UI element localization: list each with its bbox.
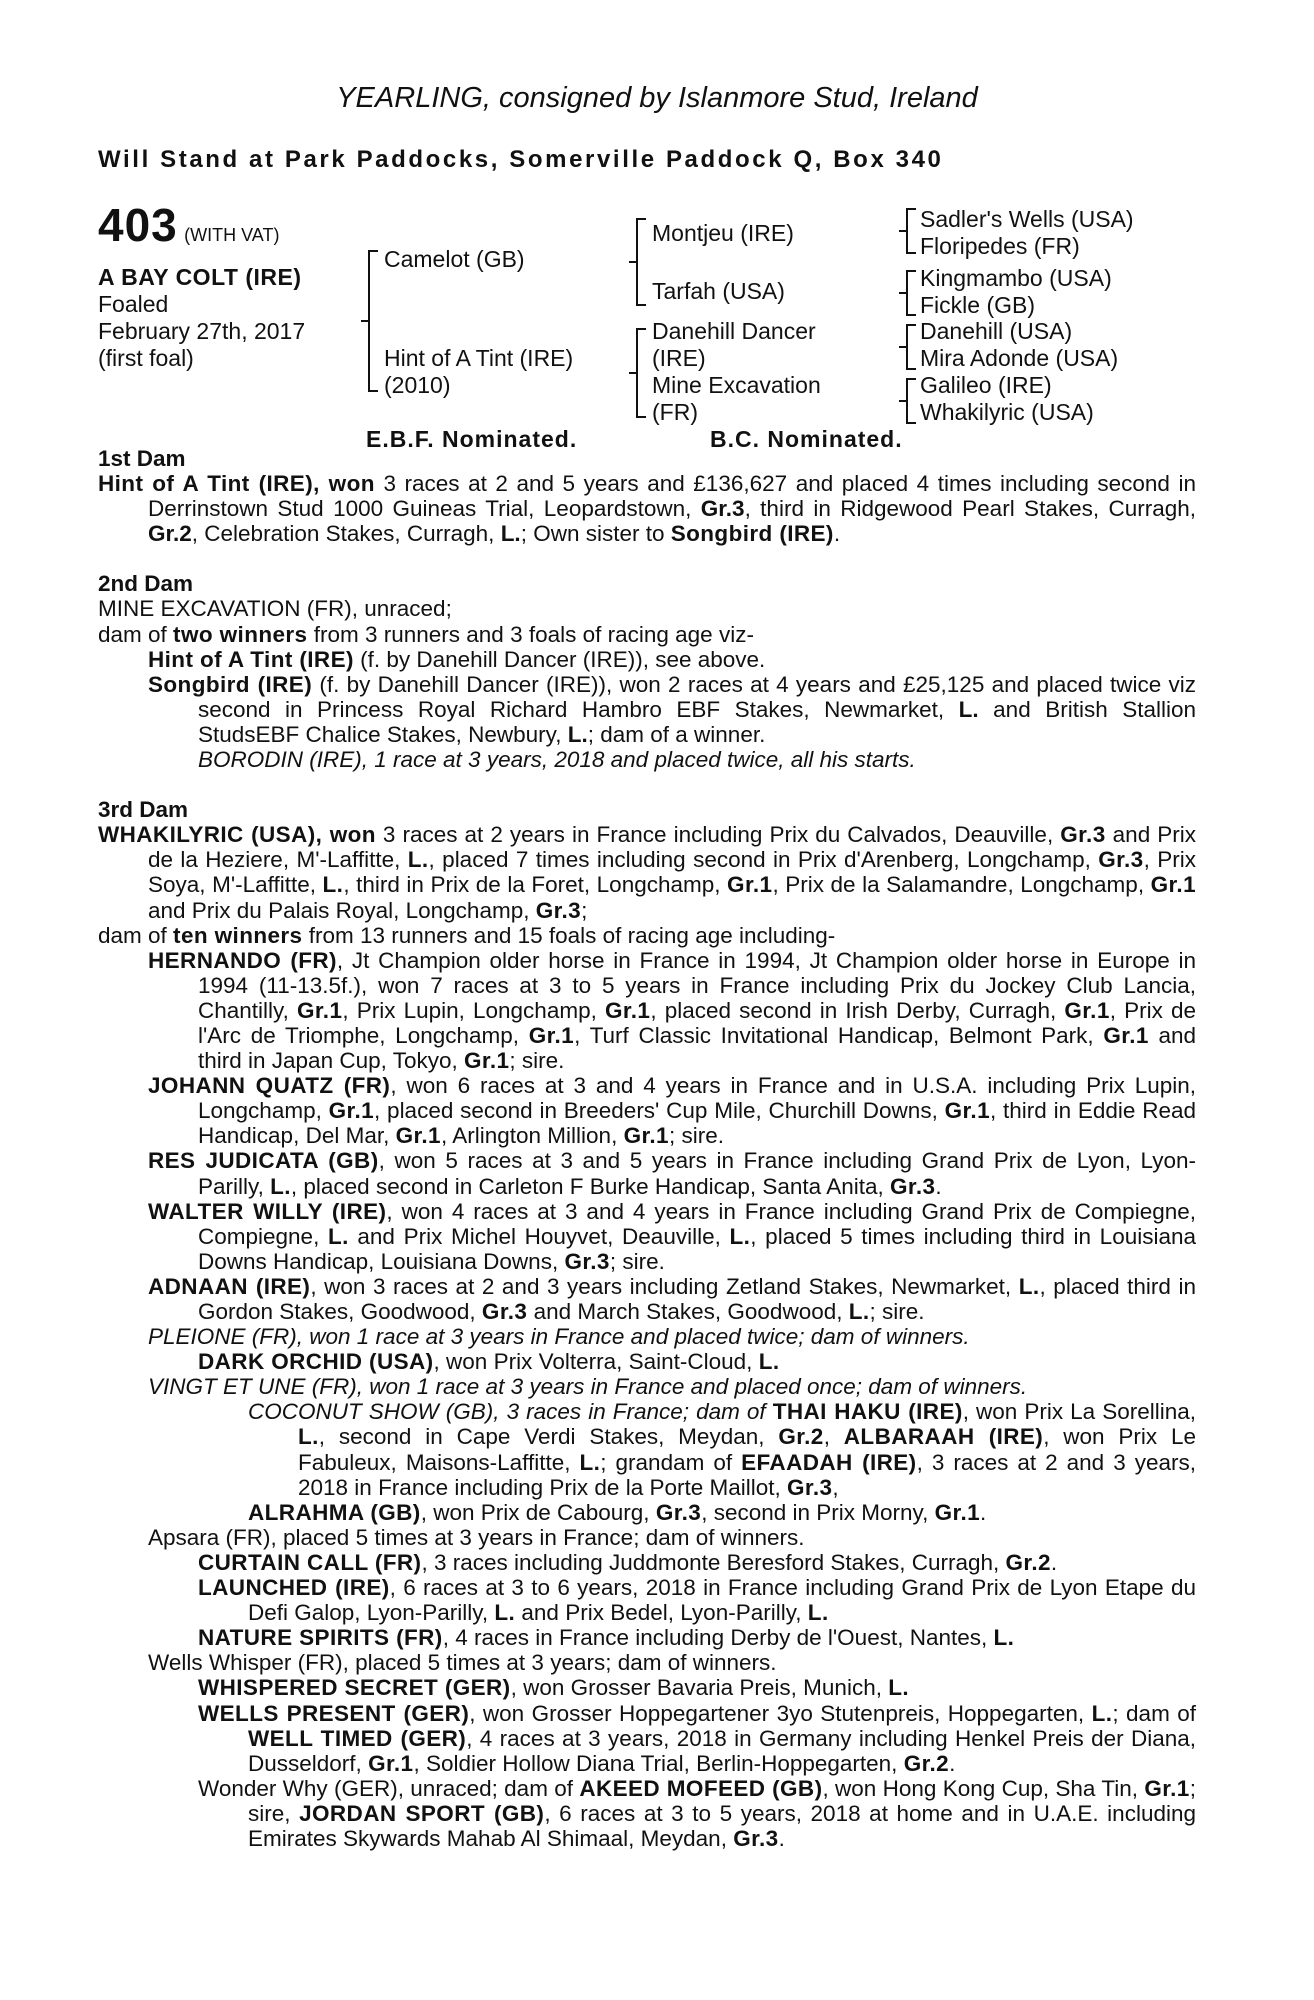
horse-name: Hint of A Tint (IRE) — [148, 646, 354, 672]
text: (f. by Danehill Dancer (IRE)), won 2 races at 4 years and £25,125 and placed twice viz second in Princess Royal Richard Hambro EBF Stakes, Newmarket, — [198, 671, 1196, 722]
text-run: L. — [322, 872, 344, 898]
text-run: and March Stakes, Goodwood, — [527, 1299, 849, 1324]
text-run: L. — [407, 847, 429, 873]
first-dam-name: Hint of A Tint (IRE), won — [98, 471, 375, 497]
text-run: , won 6 races at 3 and 4 years in France and in U.S.A. including Prix Lupin, Longchamp, — [198, 1073, 1196, 1124]
produce-adnaan — [98, 1274, 1196, 1324]
grade: Gr.2 — [148, 521, 192, 547]
text: dam of — [98, 922, 174, 948]
lot-name: A BAY COLT (IRE) — [98, 264, 302, 290]
text-run: Gr.1 — [528, 1022, 575, 1048]
ebf-nominated: E.B.F. Nominated. — [366, 426, 578, 452]
gen3-dsd: Mira Adonde (USA) — [920, 345, 1119, 371]
pedigree-brace-3c — [906, 324, 916, 370]
text-run: DARK ORCHID (USA) — [198, 1349, 434, 1375]
text-run: , Soldier Hollow Diana Trial, Berlin-Hoppegarten, — [413, 1750, 904, 1776]
text-run: Gr.1 — [1103, 1022, 1149, 1048]
text-run: L. — [1018, 1273, 1040, 1299]
text-run: , won Prix Volterra, Saint-Cloud, — [433, 1349, 759, 1375]
text-run: , won 5 races at 3 and 5 years in France including Grand Prix de Lyon, Lyon-Parilly, — [198, 1148, 1196, 1199]
text-run: L. — [758, 1349, 780, 1375]
text: from 3 runners and 3 foals of racing age viz- — [307, 621, 754, 647]
text-run: EFAADAH (IRE) — [741, 1449, 917, 1475]
pedigree-notes — [98, 446, 1196, 1851]
pedigree-brace-3a — [906, 208, 916, 254]
text-run: COCONUT SHOW (GB), 3 races in France; dam of — [248, 1399, 773, 1425]
produce-alrahma — [98, 1500, 1196, 1525]
text: ; Own sister to — [520, 521, 671, 547]
text-run: , 3 races at 2 and 3 years, 2018 in France including Prix de la Porte Maillot, — [298, 1449, 1196, 1500]
pedigree-brace-sire — [636, 218, 646, 306]
text-run: , 6 races at 3 to 5 years, 2018 at home and in U.A.E. including Emirates Skywards Mahab Al Shimaal, Meydan, — [248, 1800, 1196, 1851]
text-run: Gr.1 — [395, 1123, 441, 1149]
text-run: JOHANN QUATZ (FR) — [148, 1073, 391, 1099]
text-run: ; sire. — [609, 1248, 665, 1274]
text-run: and Prix Bedel, Lyon-Parilly, — [515, 1600, 808, 1626]
text: and British Stallion StudsEBF Chalice Stakes, Newbury, — [198, 696, 1196, 747]
text-run: WELL TIMED (GER) — [248, 1725, 467, 1751]
text-run: Gr.3 — [733, 1825, 779, 1851]
gen3-sds: Kingmambo (USA) — [920, 265, 1112, 291]
text-run: Gr.3 — [890, 1173, 936, 1199]
text-run: ; sire. — [668, 1123, 724, 1149]
text-run: and third in Japan Cup, Tokyo, — [198, 1022, 1196, 1074]
second-dam-line2 — [98, 622, 1196, 647]
text-run: , won 4 races at 3 and 4 years in France including Grand Prix de Compiegne, Compiegne, — [198, 1198, 1196, 1249]
produce-coconut-show — [98, 1399, 1196, 1499]
produce-apsara: Apsara (FR), placed 5 times at 3 years in France; dam of winners. — [148, 1524, 805, 1550]
winners-count: two winners — [173, 621, 308, 647]
pedigree-brace-dam — [636, 328, 646, 418]
third-dam-name: WHAKILYRIC (USA), won — [98, 822, 376, 848]
text-run: Gr.1 — [623, 1123, 669, 1149]
text-run: , Turf Classic Invitational Handicap, Belmont Park, — [574, 1022, 1104, 1048]
produce-nature-spirits — [98, 1625, 1196, 1650]
sister-name: Songbird (IRE) — [670, 521, 834, 547]
text-run: Gr.1 — [1144, 1775, 1190, 1801]
text-run: L. — [888, 1675, 910, 1701]
second-dam-heading: 2nd Dam — [98, 571, 194, 597]
text-run: . — [980, 1499, 987, 1525]
text-run: LAUNCHED (IRE) — [198, 1575, 390, 1601]
winners-count: ten winners — [173, 922, 303, 948]
text-run: Gr.1 — [1150, 872, 1196, 898]
text-run: RES JUDICATA (GB) — [148, 1148, 379, 1174]
text-run: , Arlington Million, — [440, 1123, 624, 1149]
dam-sire-a: Danehill Dancer — [652, 318, 816, 344]
dam: Hint of A Tint (IRE) — [384, 345, 574, 371]
text-run: , Prix de l'Arc de Triomphe, Longchamp, — [198, 997, 1196, 1048]
consignment-line: YEARLING, consigned by Islanmore Stud, Ireland — [336, 82, 978, 114]
third-dam-summary — [98, 923, 1196, 948]
text-run: 3 races at 2 years in France including Prix du Calvados, Deauville, — [375, 822, 1061, 848]
text: 3 races at 2 and 5 years and £136,627 and placed 4 times including second in Derrinstown Stud 1000 Guineas Trial, Leopardstown, — [148, 471, 1197, 522]
first-foal-note: (first foal) — [98, 345, 194, 371]
text: (f. by Danehill Dancer (IRE)), see above. — [353, 646, 766, 672]
text-run: , won Hong Kong Cup, Sha Tin, — [822, 1775, 1145, 1801]
text-run: and Prix Michel Houyvet, Deauville, — [348, 1223, 730, 1249]
text-run: ALRAHMA (GB) — [248, 1499, 421, 1525]
text-run: . — [935, 1173, 942, 1199]
text-run: Gr.2 — [1005, 1549, 1051, 1575]
text-run: Gr.3 — [1060, 822, 1106, 848]
text-run: , second in Cape Verdi Stakes, Meydan, — [318, 1424, 779, 1450]
produce-johann-quatz — [98, 1073, 1196, 1148]
stand-location: Will Stand at Park Paddocks, Somerville Paddock Q, Box 340 — [98, 146, 944, 173]
third-dam-heading: 3rd Dam — [98, 797, 189, 823]
text-run: , — [832, 1474, 839, 1500]
text-run: Gr.1 — [296, 997, 343, 1023]
text-run: . — [1050, 1549, 1058, 1575]
text-run: , placed 5 times including third in Louisiana Downs Handicap, Louisiana Downs, — [198, 1223, 1197, 1274]
produce-borodin: BORODIN (IRE), 1 race at 3 years, 2018 and placed twice, all his starts. — [198, 747, 916, 773]
text-run: , placed 7 times including second in Prix d'Arenberg, Longchamp, — [428, 847, 1099, 873]
bc-nominated: B.C. Nominated. — [710, 426, 903, 452]
second-dam-line1: MINE EXCAVATION (FR), unraced; — [98, 596, 452, 622]
text-run: and Prix du Palais Royal, Longchamp, — [148, 897, 536, 923]
text-run: WHISPERED SECRET (GER) — [198, 1675, 511, 1701]
text-run: THAI HAKU (IRE) — [772, 1399, 963, 1425]
text-run: WALTER WILLY (IRE) — [148, 1198, 387, 1224]
text-run: L. — [848, 1299, 870, 1324]
pedigree-brace-gen1 — [368, 250, 378, 392]
text-run: Gr.3 — [655, 1499, 702, 1525]
text-run: Gr.3 — [535, 897, 582, 923]
gen3-ddd: Whakilyric (USA) — [920, 399, 1094, 425]
grade: L. — [567, 721, 588, 747]
text-run: Gr.1 — [934, 1499, 981, 1525]
produce-dark-orchid — [98, 1349, 1196, 1374]
produce-whispered-secret — [98, 1675, 1196, 1700]
text-run: NATURE SPIRITS (FR) — [198, 1625, 443, 1651]
first-dam-heading: 1st Dam — [98, 446, 186, 471]
text-run: Gr.3 — [787, 1474, 833, 1500]
produce-launched — [98, 1575, 1196, 1625]
produce-walter-willy — [98, 1199, 1196, 1274]
grade: Gr.3 — [700, 496, 745, 522]
text-run: Gr.3 — [481, 1299, 528, 1324]
text-run: ADNAAN (IRE) — [148, 1273, 311, 1299]
text-run: , placed second in Irish Derby, Curragh, — [650, 997, 1065, 1023]
text-run: Gr.1 — [1064, 997, 1110, 1023]
text-run: , won Grosser Bavaria Preis, Munich, — [510, 1675, 889, 1701]
text-run: , 4 races at 3 years, 2018 in Germany including Henkel Preis der Diana, Dusseldorf, — [248, 1725, 1196, 1776]
text-run: , won Grosser Hoppegartener 3yo Stutenpreis, Hoppegarten, — [469, 1700, 1092, 1726]
produce-wonder-why — [98, 1776, 1196, 1851]
gen3-dss: Danehill (USA) — [920, 318, 1073, 344]
text-run: L. — [993, 1625, 1015, 1651]
produce-pleione: PLEIONE (FR), won 1 race at 3 years in France and placed twice; dam of winners. — [148, 1324, 970, 1350]
gen3-dds: Galileo (IRE) — [920, 372, 1052, 398]
text-run: , won 3 races at 2 and 3 years including Zetland Stakes, Newmarket, — [310, 1273, 1019, 1299]
text-run: L. — [729, 1223, 751, 1249]
text-run: CURTAIN CALL (FR) — [198, 1549, 422, 1575]
text-run: and Prix de la Heziere, M'-Laffitte, — [148, 822, 1196, 873]
text-run: , Prix Lupin, Longchamp, — [342, 997, 605, 1023]
dam-dam-b: (FR) — [652, 399, 698, 425]
foaled-label: Foaled — [98, 291, 169, 317]
produce-vingt-et-une: VINGT ET UNE (FR), won 1 race at 3 years in France and placed once; dam of winners. — [148, 1374, 1028, 1400]
text-run: Gr.2 — [778, 1424, 824, 1450]
text: , Celebration Stakes, Curragh, — [191, 521, 501, 547]
text-run: AKEED MOFEED (GB) — [579, 1775, 823, 1801]
text-run: ; sire, — [248, 1775, 1196, 1826]
text-run: ; sire. — [509, 1048, 565, 1074]
text-run: WELLS PRESENT (GER) — [198, 1700, 470, 1726]
dam-sire-b: (IRE) — [652, 345, 706, 371]
text-run: Gr.2 — [903, 1750, 950, 1776]
gen3-ssd: Floripedes (FR) — [920, 233, 1080, 259]
text-run: L. — [494, 1600, 516, 1626]
pedigree-brace-3d — [906, 378, 916, 424]
text-run: , won Prix La Sorellina, — [962, 1399, 1197, 1425]
text-run: Gr.1 — [464, 1048, 510, 1074]
text-run: HERNANDO (FR) — [148, 947, 337, 973]
text-run: , Jt Champion older horse in France in 1994, Jt Champion older horse in Europe in 1994 (11-13.5f.), won 7 races at 3 to 5 years in France including Prix du Jockey Club Lancia, Chantilly, — [198, 947, 1196, 1023]
text-run: ; dam of — [1112, 1700, 1196, 1726]
text: , third in Ridgewood Pearl Stakes, Curragh, — [744, 496, 1197, 522]
text-run: Gr.1 — [328, 1098, 375, 1124]
text: from 13 runners and 15 foals of racing age including- — [302, 922, 836, 948]
text-run: , third in Prix de la Foret, Longchamp, — [343, 872, 728, 898]
text-run: JORDAN SPORT (GB) — [299, 1800, 545, 1826]
third-dam-entry — [98, 822, 1196, 922]
lot-heading — [98, 199, 280, 251]
produce-hernando — [98, 948, 1196, 1073]
text-run: , — [823, 1424, 844, 1450]
sire-sire: Montjeu (IRE) — [652, 220, 794, 246]
text-run: ; sire. — [869, 1299, 925, 1324]
text-run: . — [778, 1825, 785, 1851]
produce-songbird — [98, 672, 1196, 747]
text-run: , second in Prix Morny, — [701, 1499, 935, 1525]
text-run: L. — [1091, 1700, 1113, 1726]
foaled-date: February 27th, 2017 — [98, 318, 306, 344]
produce-hint-of-a-tint — [98, 647, 1196, 672]
first-dam-entry — [98, 471, 1196, 546]
text-run: , won Prix Le Fabuleux, Maisons-Laffitte, — [298, 1424, 1196, 1475]
pedigree-brace-3b — [906, 270, 916, 316]
text-run: L. — [327, 1223, 349, 1249]
dam-year: (2010) — [384, 372, 451, 398]
lot-number: 403 — [98, 199, 178, 251]
text-run: L. — [270, 1173, 291, 1199]
text-run: , placed third in Gordon Stakes, Goodwood, — [198, 1273, 1196, 1324]
sire: Camelot (GB) — [384, 246, 525, 272]
text-run: , Prix Soya, M'-Laffitte, — [148, 847, 1196, 898]
sire-dam: Tarfah (USA) — [652, 278, 785, 304]
text-run: Gr.1 — [368, 1750, 414, 1776]
horse-name: Songbird (IRE) — [148, 671, 313, 697]
gen3-sdd: Fickle (GB) — [920, 292, 1035, 318]
text: dam of — [98, 621, 174, 647]
text: . — [833, 521, 841, 547]
text-run: , 4 races in France including Derby de l'Ouest, Nantes, — [442, 1625, 994, 1651]
produce-wells-present — [98, 1701, 1196, 1776]
grade: L. — [500, 521, 521, 547]
text-run: , third in Eddie Read Handicap, Del Mar, — [198, 1098, 1196, 1149]
text-run: L. — [298, 1424, 319, 1450]
text-run: Gr.1 — [944, 1098, 990, 1124]
text-run: ALBARAAH (IRE) — [843, 1424, 1044, 1450]
gen3-sss: Sadler's Wells (USA) — [920, 206, 1134, 232]
produce-wells-whisper: Wells Whisper (FR), placed 5 times at 3 years; dam of winners. — [148, 1650, 777, 1676]
text-run: . — [949, 1750, 956, 1776]
produce-curtain-call — [98, 1550, 1196, 1575]
produce-res-judicata — [98, 1148, 1196, 1198]
text-run: , placed second in Breeders' Cup Mile, Churchill Downs, — [374, 1098, 945, 1124]
text-run: , 6 races at 3 to 6 years, 2018 in France including Grand Prix de Lyon Etape du Defi Galop, Lyon-Parilly, — [248, 1575, 1196, 1626]
text-run: L. — [579, 1449, 601, 1475]
grade: L. — [958, 696, 979, 722]
text-run: Gr.1 — [727, 872, 773, 898]
text-run: ; grandam of — [600, 1449, 742, 1475]
text-run: Wonder Why (GER), unraced; dam of — [198, 1775, 580, 1801]
text-run: Gr.1 — [604, 997, 651, 1023]
text-run: L. — [807, 1600, 829, 1626]
text-run: , Prix de la Salamandre, Longchamp, — [772, 872, 1151, 898]
text-run: , won Prix de Cabourg, — [420, 1499, 656, 1525]
lot-vat: (WITH VAT) — [184, 225, 280, 245]
dam-dam-a: Mine Excavation — [652, 372, 821, 398]
text-run: Gr.3 — [564, 1248, 610, 1274]
text-run: Gr.3 — [1098, 847, 1144, 873]
text-run: , 3 races including Juddmonte Beresford Stakes, Curragh, — [421, 1549, 1006, 1575]
text-run: ; — [581, 897, 588, 923]
text: ; dam of a winner. — [587, 721, 766, 747]
text-run: , placed second in Carleton F Burke Handicap, Santa Anita, — [290, 1173, 890, 1199]
